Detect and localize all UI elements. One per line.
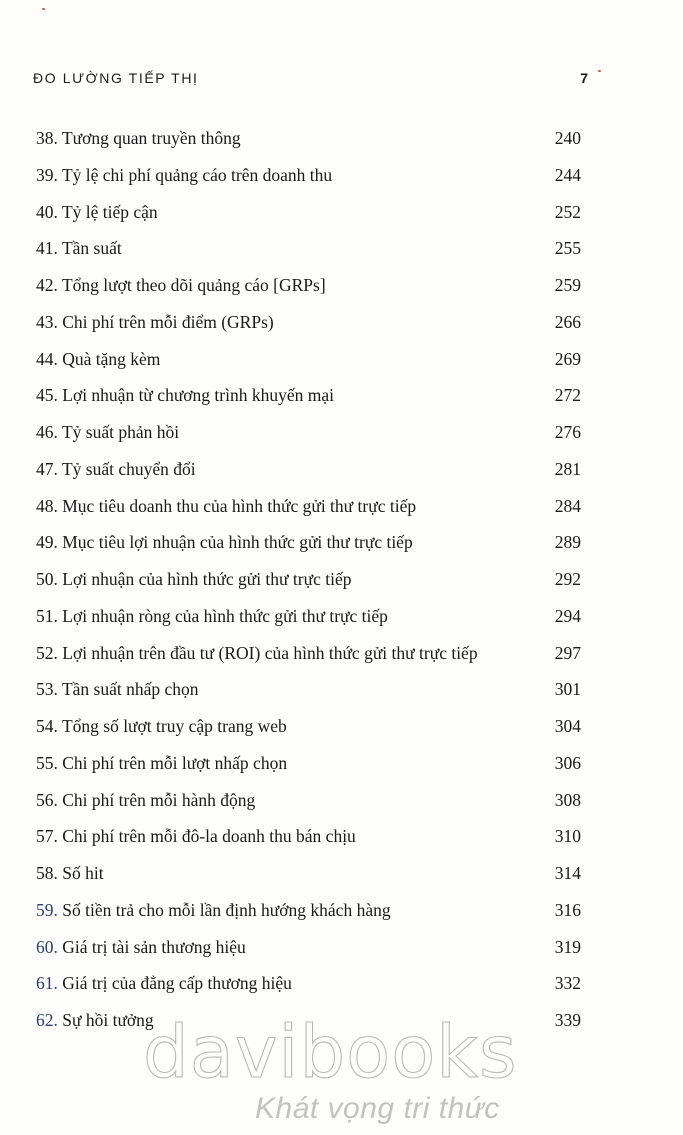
toc-entry-title: Lợi nhuận ròng của hình thức gửi thư trực tiếp	[62, 605, 388, 626]
toc-entry-title: Tổng số lượt truy cập trang web	[61, 716, 287, 736]
toc-entry-title: Lợi nhuận từ chương trình khuyến mại	[62, 385, 334, 406]
toc-entry-title: Sự hồi tưởng	[62, 1010, 154, 1030]
toc-entry-number: 58.	[36, 863, 58, 883]
toc-entry-number: 62.	[36, 1010, 58, 1030]
toc-entry-title: Tương quan truyền thông	[61, 128, 241, 148]
toc-entry-title: Chi phí trên mỗi đô-la doanh thu bán chịu	[62, 826, 356, 847]
toc-entry-page: 310	[554, 826, 581, 847]
page-number: 7	[580, 70, 588, 86]
toc-entry-page: 266	[554, 311, 581, 332]
toc-entry	[36, 161, 581, 198]
toc-entry-title: Chi phí trên mỗi lượt nhấp chọn	[62, 752, 288, 773]
watermark	[0, 1012, 683, 1132]
toc-entry-number: 39.	[36, 164, 58, 185]
toc-entry-page: 240	[554, 128, 581, 148]
toc-entry-number: 53.	[36, 679, 58, 700]
toc-entry-number: 57.	[36, 826, 58, 847]
toc-entry-page: 316	[554, 899, 581, 920]
toc-entry-page: 339	[554, 1010, 581, 1030]
toc-entry	[36, 602, 581, 639]
toc-entry	[36, 308, 581, 345]
toc-entry	[36, 859, 581, 896]
toc-entry-title: Chi phí trên mỗi hành động	[62, 789, 256, 810]
toc-entry	[36, 492, 581, 529]
toc-entry-page: 259	[554, 275, 581, 295]
toc-entry	[36, 565, 581, 602]
toc-entry-number: 47.	[36, 458, 58, 479]
toc-entry-number: 59.	[36, 899, 58, 920]
toc-entry	[36, 198, 581, 235]
toc-entry-number: 48.	[36, 495, 58, 516]
toc-entry-title: Tỷ lệ tiếp cận	[61, 201, 158, 222]
toc-entry	[36, 271, 581, 308]
toc-entry-title: Lợi nhuận của hình thức gửi thư trực tiếp	[62, 569, 352, 589]
ink-speck	[598, 70, 601, 72]
toc-entry-title: Giá trị của đẳng cấp thương hiệu	[62, 973, 292, 994]
toc-entry-page: 297	[554, 642, 581, 663]
toc-entry-page: 252	[554, 201, 581, 222]
toc-entry-page: 284	[554, 495, 581, 516]
toc-entry-page: 294	[554, 605, 581, 626]
toc-entry	[36, 124, 581, 161]
running-title: ĐO LƯỜNG TIẾP THỊ	[33, 70, 199, 86]
toc-entry-title: Chi phí trên mỗi điểm (GRPs)	[62, 311, 274, 332]
toc-entry-page: 292	[554, 569, 581, 589]
toc-entry-title: Mục tiêu lợi nhuận của hình thức gửi thư trực tiếp	[62, 532, 413, 553]
toc-entry-number: 56.	[36, 789, 58, 810]
toc-entry-number: 40.	[36, 201, 58, 222]
toc-entry-title: Số hit	[62, 863, 104, 883]
toc-entry	[36, 786, 581, 823]
toc-entry-number: 45.	[36, 385, 58, 406]
toc-entry	[36, 749, 581, 786]
toc-entry-title: Tỷ suất phản hồi	[61, 422, 180, 442]
toc-entry	[36, 345, 581, 382]
toc-entry-page: 332	[554, 973, 581, 994]
toc-entry	[36, 675, 581, 712]
toc-entry-title: Mục tiêu doanh thu của hình thức gửi thư trực tiếp	[62, 495, 417, 516]
toc-entry-page: 304	[554, 716, 581, 736]
toc-entry-title: Tỷ lệ chi phí quảng cáo trên doanh thu	[61, 164, 333, 185]
toc-entry	[36, 381, 581, 418]
toc-entry	[36, 234, 581, 271]
toc-entry-number: 42.	[36, 275, 58, 295]
toc-entry	[36, 528, 581, 565]
toc-entry	[36, 896, 581, 933]
toc-entry-title: Giá trị tài sản thương hiệu	[62, 936, 246, 957]
toc-entry-number: 49.	[36, 532, 58, 553]
toc-entry-number: 46.	[36, 422, 58, 442]
toc-entry-title: Lợi nhuận trên đầu tư (ROI) của hình thức gửi thư trực tiếp	[62, 642, 478, 663]
toc-entry-number: 43.	[36, 311, 58, 332]
toc-entry	[36, 933, 581, 970]
toc-entry-page: 281	[554, 458, 581, 479]
toc-entry-page: 319	[554, 936, 581, 957]
toc-entry-number: 51.	[36, 605, 58, 626]
toc-entry-number: 41.	[36, 238, 58, 259]
toc-entry	[36, 822, 581, 859]
toc-entry	[36, 418, 581, 455]
watermark-brand: davibooks	[143, 1010, 518, 1094]
toc-entry-page: 308	[554, 789, 581, 810]
toc-entry-page: 272	[554, 385, 581, 406]
toc-entry-number: 60.	[36, 936, 58, 957]
toc-entry-number: 55.	[36, 752, 58, 773]
toc-entry-page: 269	[554, 348, 581, 369]
toc-entry-page: 244	[554, 164, 581, 185]
toc-entry-title: Tỷ suất chuyển đổi	[61, 458, 196, 479]
page-header	[33, 70, 588, 92]
toc-entry-page: 276	[554, 422, 581, 442]
toc-entry-page: 306	[554, 752, 581, 773]
ink-speck	[42, 8, 45, 10]
toc-entry-title: Tổng lượt theo dõi quảng cáo [GRPs]	[61, 275, 326, 295]
toc-entry-title: Tần suất	[61, 238, 122, 259]
toc-entry-number: 50.	[36, 569, 58, 589]
toc-entry-number: 44.	[36, 348, 58, 369]
toc-entry-number: 52.	[36, 642, 58, 663]
toc-entry	[36, 639, 581, 676]
table-of-contents	[36, 124, 581, 1043]
toc-entry-page: 301	[554, 679, 581, 700]
toc-entry-title: Tần suất nhấp chọn	[61, 679, 199, 700]
toc-entry-number: 38.	[36, 128, 58, 148]
toc-entry-number: 54.	[36, 716, 58, 736]
toc-entry-page: 314	[554, 863, 581, 883]
toc-entry-number: 61.	[36, 973, 58, 994]
toc-entry	[36, 455, 581, 492]
watermark-tagline: Khát vọng tri thức	[255, 1092, 500, 1125]
toc-entry-page: 289	[554, 532, 581, 553]
toc-entry-title: Số tiền trả cho mỗi lần định hướng khách hàng	[62, 899, 391, 920]
toc-entry-page: 255	[554, 238, 581, 259]
toc-entry-title: Quà tặng kèm	[62, 348, 161, 369]
toc-entry	[36, 969, 581, 1006]
toc-entry	[36, 712, 581, 749]
